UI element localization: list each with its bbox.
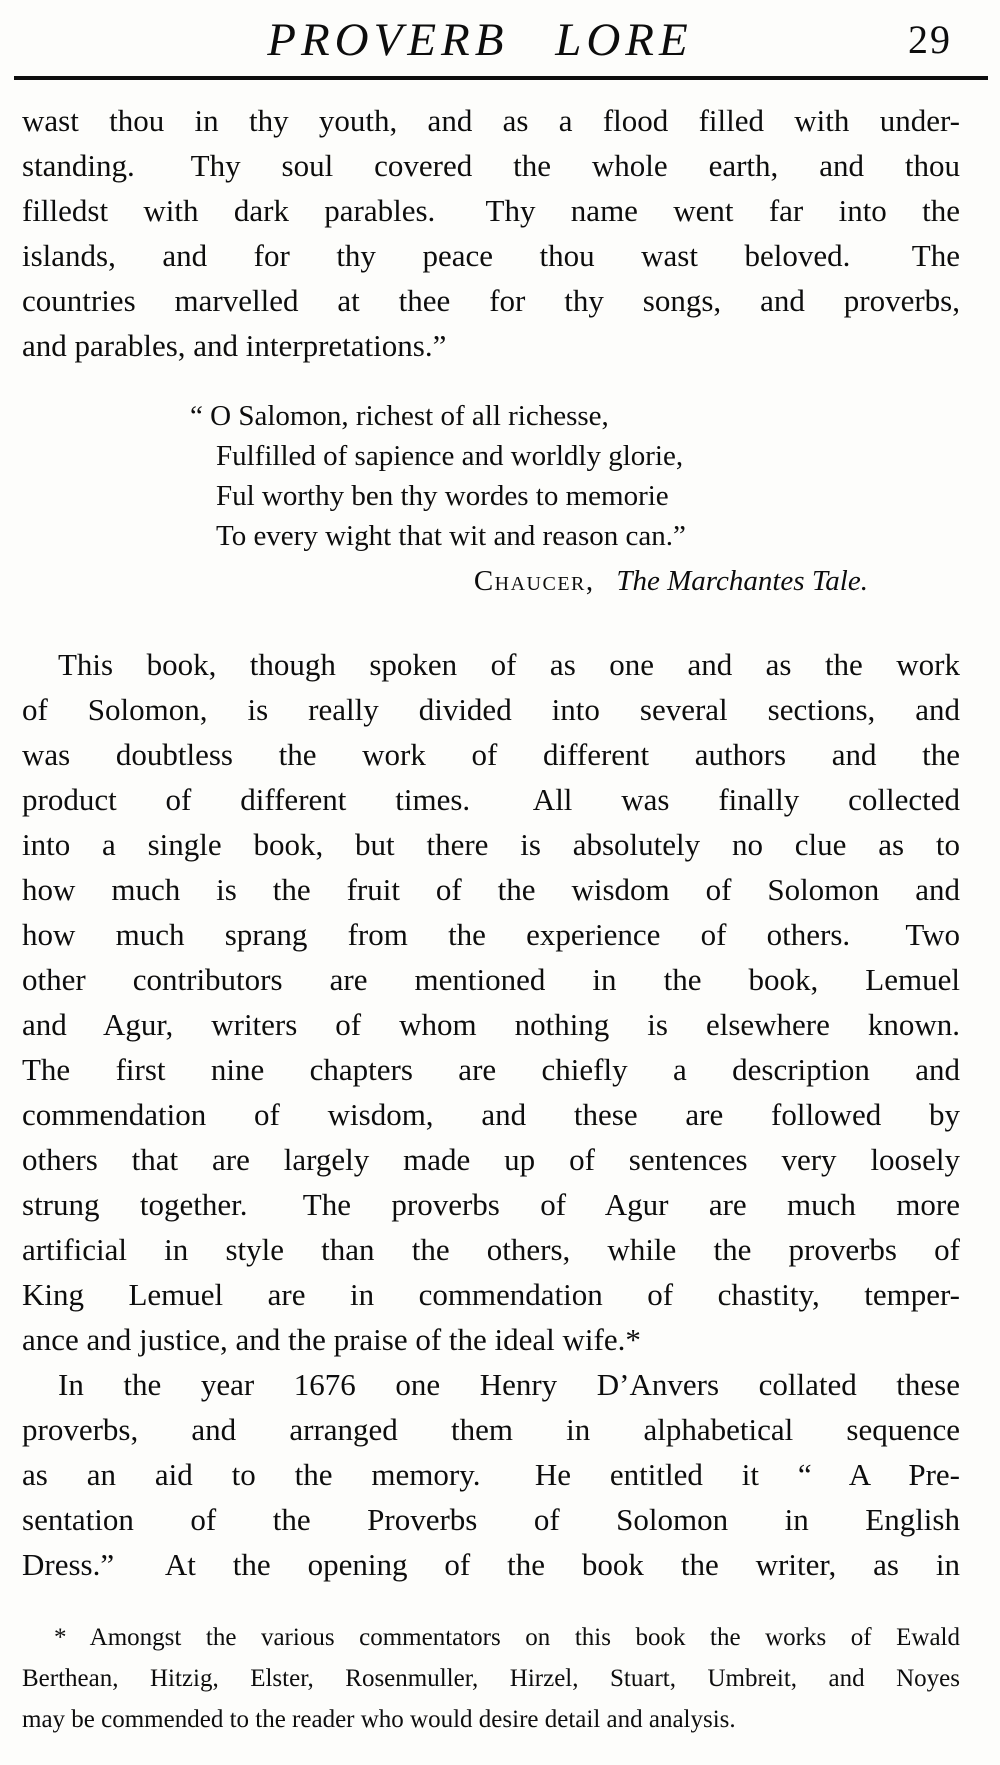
text-line: sentation of the Proverbs of Solomon in English xyxy=(22,1502,960,1537)
attribution-work-title: The Marchantes Tale. xyxy=(616,565,868,597)
header-rule xyxy=(14,76,988,80)
text-line: King Lemuel are in commendation of chastity, temper- xyxy=(22,1277,960,1312)
text-line: countries marvelled at thee for thy songs, and proverbs, xyxy=(22,283,960,318)
poem-line: To every wight that wit and reason can.” xyxy=(216,520,686,552)
text-line: filledst with dark parables. Thy name went far into the xyxy=(22,193,960,228)
text-line: islands, and for thy peace thou wast beloved. The xyxy=(22,238,960,273)
poem-attribution xyxy=(22,560,960,602)
text-line: how much is the fruit of the wisdom of Solomon and xyxy=(22,872,960,907)
text-line: Dress.” At the opening of the book the writer, as in xyxy=(22,1547,960,1582)
text-line: was doubtless the work of different authors and the xyxy=(22,737,960,772)
page-title: PROVERB LORE xyxy=(267,14,693,66)
poem-line: Ful worthy ben thy wordes to memorie xyxy=(216,480,669,512)
text-line: In the year 1676 one Henry D’Anvers collated these xyxy=(58,1367,960,1402)
text-line: of Solomon, is really divided into several sections, and xyxy=(22,692,960,727)
body-text xyxy=(22,98,960,368)
body-main xyxy=(22,642,960,1587)
text-line: into a single book, but there is absolutely no clue as to xyxy=(22,827,960,862)
poem-line: “ O Salomon, richest of all richesse, xyxy=(190,400,609,432)
text-line: product of different times. All was finally collected xyxy=(22,782,960,817)
text-line: wast thou in thy youth, and as a flood filled with under- xyxy=(22,103,960,138)
page-number: 29 xyxy=(908,17,952,62)
poem xyxy=(190,396,960,556)
text-line: strung together. The proverbs of Agur are much more xyxy=(22,1187,960,1222)
text-line: ance and justice, and the praise of the ideal wife.* xyxy=(22,1322,641,1357)
text-line: proverbs, and arranged them in alphabetical sequence xyxy=(22,1412,960,1447)
text-line: as an aid to the memory. He entitled it “ A Pre- xyxy=(22,1457,960,1492)
text-line: commendation of wisdom, and these are followed by xyxy=(22,1097,960,1132)
footnote-line: Berthean, Hitzig, Elster, Rosenmuller, Hirzel, Stuart, Umbreit, and Noyes xyxy=(22,1665,960,1692)
poem-line: Fulfilled of sapience and worldly glorie, xyxy=(216,440,684,472)
footnote xyxy=(22,1617,960,1740)
text-line: standing. Thy soul covered the whole earth, and thou xyxy=(22,148,960,183)
text-line: and Agur, writers of whom nothing is elsewhere known. xyxy=(22,1007,960,1042)
paragraph xyxy=(22,1362,960,1587)
text-line: This book, though spoken of as one and as the work xyxy=(58,647,960,682)
continuation-paragraph xyxy=(22,98,960,368)
text-line: how much sprang from the experience of others. Two xyxy=(22,917,960,952)
text-line: artificial in style than the others, while the proverbs of xyxy=(22,1232,960,1267)
text-line: The first nine chapters are chiefly a description and xyxy=(22,1052,960,1087)
text-line: other contributors are mentioned in the book, Lemuel xyxy=(22,962,960,997)
running-header xyxy=(0,0,1000,80)
footnote-line: may be commended to the reader who would desire detail and analysis. xyxy=(22,1706,736,1733)
text-line: others that are largely made up of sentences very loosely xyxy=(22,1142,960,1177)
attribution-author: Chaucer, xyxy=(473,565,595,597)
footnote-line: * Amongst the various commentators on this book the works of Ewald xyxy=(54,1624,960,1651)
paragraph xyxy=(22,642,960,1362)
text-line: and parables, and interpretations.” xyxy=(22,328,447,363)
